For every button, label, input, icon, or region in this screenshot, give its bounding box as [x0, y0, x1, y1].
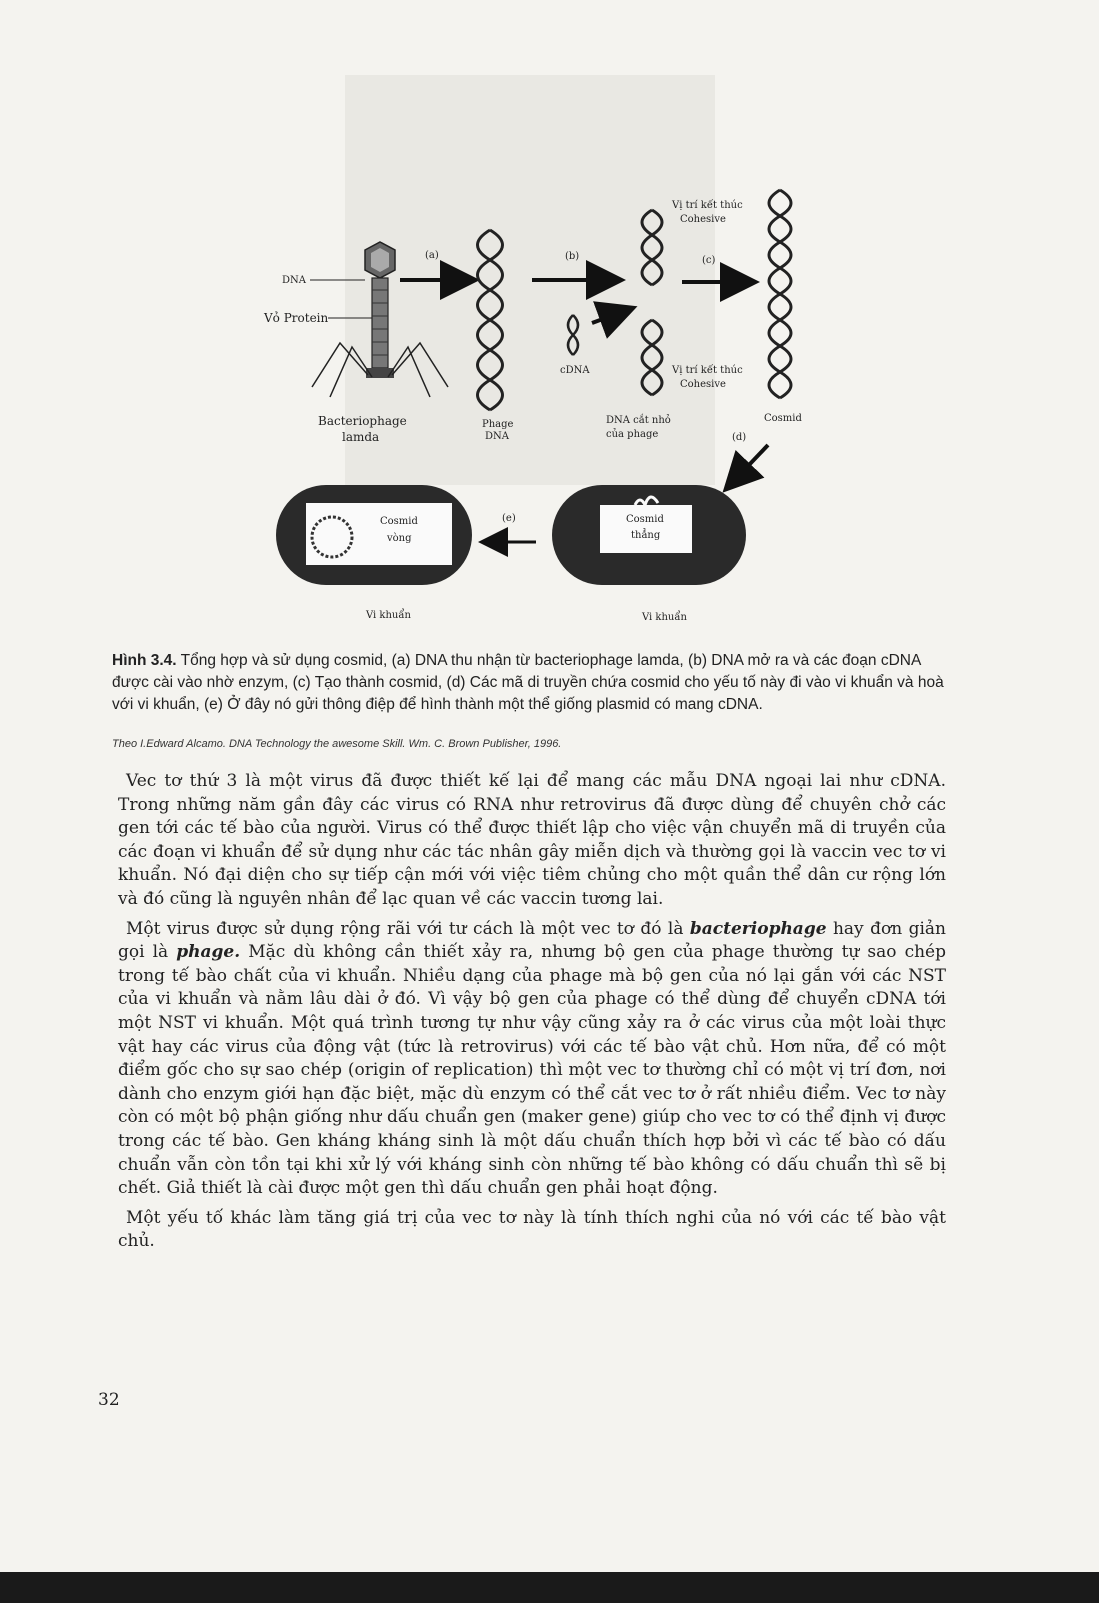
label-step-a: (a)	[425, 250, 439, 261]
paragraph-3: Một yếu tố khác làm tăng giá trị của vec tơ này là tính thích nghi của nó với các tế bào vật chủ.	[118, 1207, 946, 1252]
cosmid-diagram-svg	[240, 75, 840, 645]
arrow-step-d	[728, 445, 768, 487]
label-lamda: lamda	[342, 430, 380, 444]
caption-text: Tổng hợp và sử dụng cosmid, (a) DNA thu nhận từ bacteriophage lamda, (b) DNA mở ra và các đoạn cDNA được cài vào nhờ enzym, (c) Tạo thành cosmid, (d) Các mã di truyền chứa cosmid cho yếu tố này đi vào vi khuẩn và hoà với vi khuẩn, (e) Ở đây nó gửi thông điệp để hình thành một thể giống plasmid có mang cDNA.	[112, 652, 944, 713]
paragraph-2	[118, 918, 946, 1201]
label-bacteriophage: Bacteriophage	[318, 414, 407, 428]
label-thang: thẳng	[631, 530, 661, 541]
label-step-d: (d)	[732, 432, 747, 443]
paragraph-1: Vec tơ thứ 3 là một virus đã được thiết kế lại để mang các mẫu DNA ngoại lai như cDNA. Trong những năm gần đây các virus có RNA như retrovirus đã được dùng để chuyên chở các gen tới các tế bào của người. Virus có thể được thiết lập cho việc vận chuyển mã di truyền của các đoạn vi khuẩn để sử dụng như các tác nhân gây miễn dịch và thường gọi là vaccin vec tơ vi khuẩn. Nó đại diện cho sự tiếp cận mới với việc tiêm chủng cho một quần thể dân cư rộng lớn và đó cũng là nguyên nhân để lạc quan về các vaccin tương lai.	[118, 771, 946, 909]
paragraph-2-start: Một virus được sử dụng rộng rãi với tư cách là một vec tơ đó là	[126, 918, 690, 939]
term-bacteriophage: bacteriophage	[689, 918, 827, 939]
label-cosmid-thang: Cosmid	[626, 514, 664, 525]
label-cdna: cDNA	[560, 365, 590, 376]
label-phage: Phage	[482, 419, 514, 430]
label-step-c: (c)	[702, 255, 716, 266]
label-vi-tri-bottom: Vị trí kết thúc	[672, 365, 743, 376]
cosmid-thang-box	[600, 505, 692, 553]
label-vi-khuan-right: Vi khuẩn	[642, 612, 687, 623]
label-step-e: (e)	[502, 513, 516, 524]
label-cohesive-bottom: Cohesive	[680, 379, 726, 390]
label-cosmid: Cosmid	[764, 413, 802, 424]
label-cohesive-top: Cohesive	[680, 214, 726, 225]
term-phage: phage.	[176, 942, 241, 963]
label-vi-tri-top: Vị trí kết thúc	[672, 200, 743, 211]
label-vi-khuan-left: Vi khuẩn	[366, 610, 411, 621]
page-number: 32	[98, 1390, 120, 1410]
label-dna-cat-nho: DNA cắt nhỏ	[606, 415, 671, 426]
label-cosmid-vong: Cosmid	[380, 516, 418, 527]
cosmid-helix	[769, 190, 791, 398]
figure-cosmid-diagram	[240, 75, 840, 645]
body-text	[118, 770, 946, 1260]
paragraph-2-rest: Mặc dù không cần thiết xảy ra, nhưng bộ gen của phage thường tự sao chép trong tế bào chất của vi khuẩn. Nhiều dạng của phage mà bộ gen của nó lại gắn với các NST của vi khuẩn và nằm lâu dài ở đó. Vì vậy bộ gen của phage có thể dùng để chuyển cDNA tới một NST vi khuẩn. Một quá trình tương tự như vậy cũng xảy ra ở các virus của một loài thực vật hay các virus của động vật (tức là retrovirus) với các tế bào vật chủ. Hơn nữa, để có một điểm gốc cho sự sao chép (origin of replication) thì một vec tơ thường chỉ có một vị trí đơn, nơi dành cho enzym giới hạn đặc biệt, mặc dù enzym có thể cắt vec tơ ở rất nhiều điểm. Vec tơ này còn có một bộ phận giống như dấu chuẩn gen (maker gene) giúp cho vec tơ có thể định vị được trong các tế bào. Gen kháng kháng sinh là một dấu chuẩn thích hợp bởi vì các tế bào có dấu chuẩn vẫn còn tồn tại khi xử lý với kháng sinh còn những tế bào không có dấu chuẩn thì sẽ bị chết. Giả thiết là cài được một gen thì dấu chuẩn gen phải hoạt động.	[118, 942, 946, 1199]
label-step-b: (b)	[565, 251, 580, 262]
label-vong: vòng	[387, 533, 412, 544]
scan-bottom-edge	[0, 1572, 1099, 1603]
figure-caption	[112, 650, 952, 716]
label-vo-protein: Vỏ Protein	[264, 311, 329, 325]
label-cua-phage: của phage	[606, 429, 659, 440]
paragraph-2-mid: hay đơn giản gọi là	[118, 918, 946, 963]
caption-label: Hình 3.4.	[112, 652, 177, 669]
label-dna: DNA	[282, 275, 306, 286]
label-phage-dna: DNA	[485, 431, 509, 442]
figure-source: Theo I.Edward Alcamo. DNA Technology the awesome Skill. Wm. C. Brown Publisher, 1996.	[112, 738, 562, 750]
